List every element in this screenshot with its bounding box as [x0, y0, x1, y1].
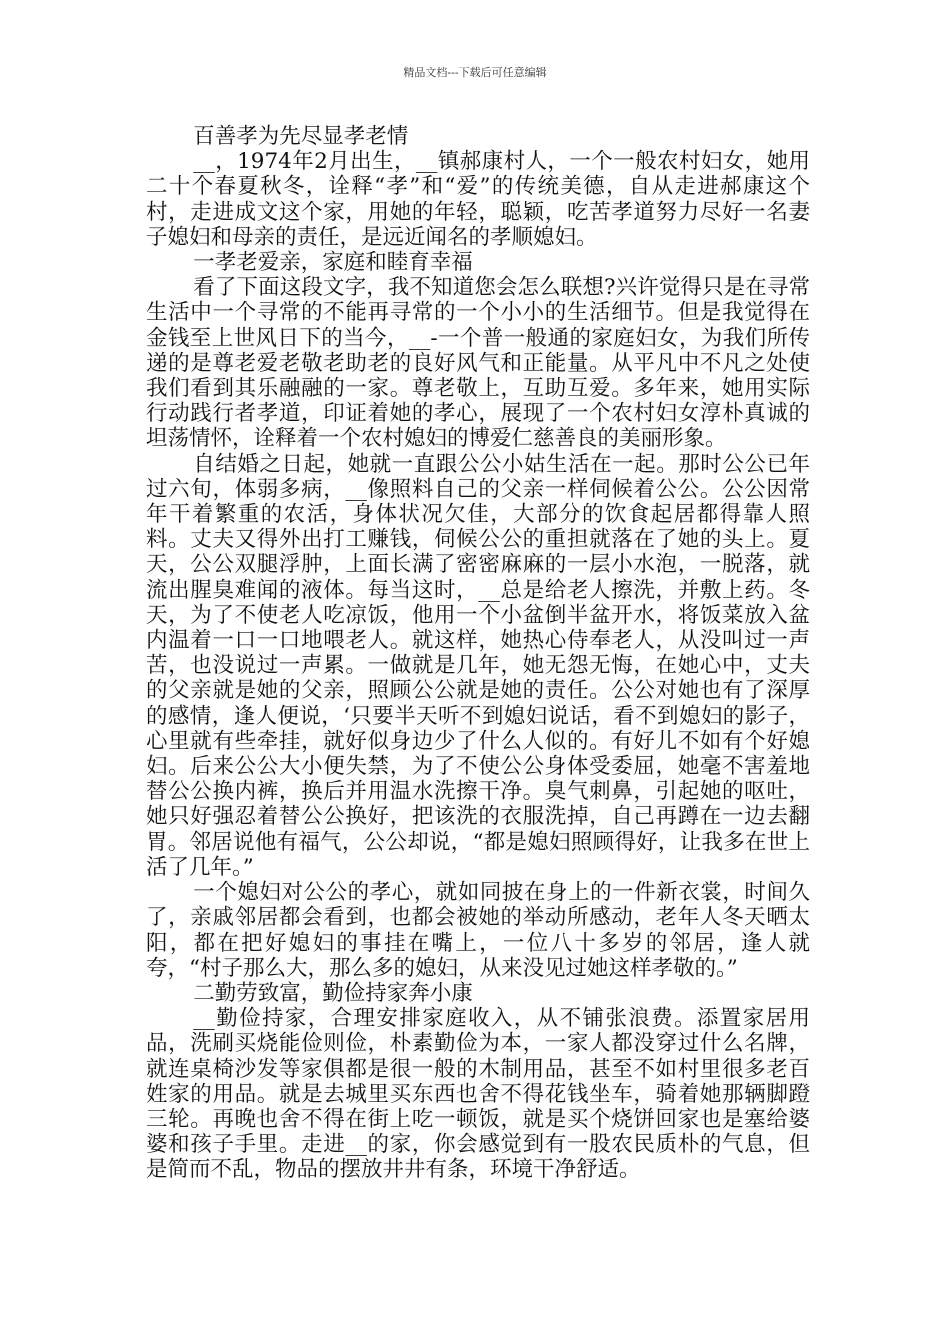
paragraph-intro: __，1974年2月出生，__镇郝康村人，一个一般农村妇女，她用二十个春夏秋冬，诠释“孝”和“爱”的传统美德，自从走进郝康这个村，走进成文这个家，用她的年轻，聪颖，吃苦孝道努力尽好一名妻子媳妇和母亲的责任，是远近闻名的孝顺媳妇。 — [146, 149, 810, 250]
paragraph: 看了下面这段文字，我不知道您会怎么联想?兴许觉得只是在寻常生活中一个寻常的不能再寻常的一个小小的生活细节。但是我觉得在金钱至上世风日下的当今，__-一个普一般通的家庭妇女，为我们所传递的是尊老爱老敬老助老的良好风气和正能量。从平凡中不凡之处使我们看到其乐融融的一家。尊老敬上，互助互爱。多年来，她用实际行动践行者孝道，印证着她的孝心，展现了一个农村妇女淳朴真诚的坦荡情怀，诠释着一个农村媳妇的博爱仁慈善良的美丽形象。 — [146, 275, 810, 452]
section-heading-1: 一孝老爱亲，家庭和睦育幸福 — [193, 250, 473, 276]
paragraph: 一个媳妇对公公的孝心，就如同披在身上的一件新衣裳，时间久了，亲戚邻居都会看到，也都会被她的举动所感动，老年人冬天晒太阳，都在把好媳妇的事挂在嘴上，一位八十多岁的邻居，逢人就夸，“村子那么大，那么多的媳妇，从来没见过她这样孝敬的。” — [146, 880, 810, 981]
paragraph: 自结婚之日起，她就一直跟公公小姑生活在一起。那时公公已年过六旬，体弱多病，__像照料自己的父亲一样伺候着公公。公公因常年干着繁重的农活，身体状况欠佳，大部分的饮食起居都得靠人照料。丈夫又得外出打工赚钱，伺候公公的重担就落在了她的头上。夏天，公公双腿浮肿，上面长满了密密麻麻的一层小水泡，一脱落，就流出腥臭难闻的液体。每当这时，__总是给老人擦洗，并敷上药。冬天，为了不使老人吃凉饭，他用一个小盆倒半盆开水，将饭菜放入盆内温着一口一口地喂老人。就这样，她热心侍奉老人，从没叫过一声苦，也没说过一声累。一做就是几年，她无怨无悔，在她心中，丈夫的父亲就是她的父亲，照顾公公就是她的责任。公公对她也有了深厚的感情，逢人便说，‘只要半天听不到媳妇说话，看不到媳妇的影子，心里就有些牵挂，就好似身边少了什么人似的。有好儿不如有个好媳妇。后来公公大小便失禁，为了不使公公身体受委屈，她毫不害羞地替公公换内裤，换后并用温水洗擦干净。臭气刺鼻，引起她的呕吐，她只好强忍着替公公换好，把该洗的衣服洗掉，自己再蹲在一边去翻胃。邻居说他有福气，公公却说，“都是媳妇照顾得好，让我多在世上活了几年。” — [146, 451, 810, 880]
document-title: 百善孝为先尽显孝老情 — [193, 124, 409, 149]
paragraph: __勤俭持家，合理安排家庭收入，从不铺张浪费。添置家居用品，洗刷买烧能俭则俭，朴素勤俭为本，一家人都没穿过什么名牌，就连桌椅沙发等家俱都是很一般的木制用品，甚至不如村里很多老百姓家的用品。就是去城里买东西也舍不得花钱坐车，骑着她那辆脚蹬三轮。再晚也舍不得在街上吃一顿饭，就是买个烧饼回家也是塞给婆婆和孩子手里。走进__的家，你会感觉到有一股农民质朴的气息，但是简而不乱，物品的摆放井井有条，环境干净舒适。 — [146, 1006, 810, 1183]
page-header-note: 精品文档---下载后可任意编辑 — [403, 66, 547, 79]
document-body — [146, 124, 810, 1183]
section-heading-2: 二勤劳致富，勤俭持家奔小康 — [193, 980, 473, 1006]
